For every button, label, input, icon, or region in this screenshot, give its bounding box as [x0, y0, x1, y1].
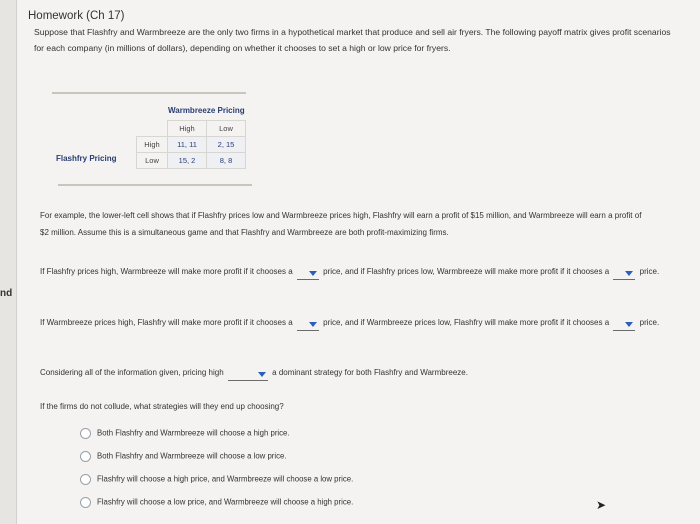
option-label: Both Flashfry and Warmbreeze will choose a low price. [97, 451, 287, 461]
option-label: Both Flashfry and Warmbreeze will choose a high price. [97, 428, 290, 438]
intro-paragraph: Suppose that Flashfry and Warmbreeze are the only two firms in a hypothetical market that produce and sell air fryers. The following payoff matrix gives profit scenarios for each company (in millions of dollars), depending on whether it chooses to set a high or low price for fryers. [34, 27, 671, 53]
chevron-down-icon [625, 271, 633, 276]
mouse-cursor-icon: ➤ [596, 498, 607, 512]
q3-dropdown[interactable] [228, 370, 268, 381]
q3-text-2: a dominant strategy for both Flashfry and Warmbreeze. [272, 368, 468, 377]
row-label-low: Low [137, 153, 168, 169]
question-4: If the firms do not collude, what strategies will they end up choosing? [40, 402, 284, 411]
chevron-down-icon [258, 372, 266, 377]
q1-text-2: price, and if Flashfry prices low, Warmbreeze will make more profit if it chooses a [323, 267, 610, 276]
radio-button[interactable] [80, 497, 91, 508]
question-3 [40, 364, 660, 381]
payoff-table [136, 120, 246, 169]
q2-dropdown-1[interactable] [297, 320, 319, 331]
q2-text-1: If Warmbreeze prices high, Flashfry will make more profit if it chooses a [40, 318, 293, 327]
table-row [137, 153, 246, 169]
radio-button[interactable] [80, 451, 91, 462]
cell-high-low: 2, 15 [207, 137, 246, 153]
col-label-low: Low [207, 121, 246, 137]
payoff-matrix [56, 100, 260, 190]
q1-text-1: If Flashfry prices high, Warmbreeze will make more profit if it chooses a [40, 267, 293, 276]
option-label: Flashfry will choose a high price, and Warmbreeze will choose a low price. [97, 474, 354, 484]
cell-low-high: 15, 2 [168, 153, 207, 169]
page-title: Homework (Ch 17) [28, 10, 125, 22]
q2-dropdown-2[interactable] [613, 320, 635, 331]
table-row [137, 121, 246, 137]
q1-dropdown-1[interactable] [297, 269, 319, 280]
q2-text-3: price. [639, 318, 660, 327]
option-1[interactable] [80, 428, 290, 439]
radio-button[interactable] [80, 428, 91, 439]
question-2 [40, 314, 660, 331]
q2-text-2: price, and if Warmbreeze prices low, Flashfry will make more profit if it chooses a [323, 318, 610, 327]
matrix-bottom-rule [58, 184, 252, 186]
row-label-high: High [137, 137, 168, 153]
col-label-high: High [168, 121, 207, 137]
option-label: Flashfry will choose a low price, and Warmbreeze will choose a high price. [97, 497, 354, 507]
q1-text-3: price. [639, 267, 660, 276]
column-heading: Warmbreeze Pricing [168, 106, 245, 115]
matrix-top-rule [52, 92, 246, 94]
corner-cell [137, 121, 168, 137]
cell-low-low: 8, 8 [207, 153, 246, 169]
cell-high-high: 11, 11 [168, 137, 207, 153]
option-2[interactable] [80, 451, 287, 462]
edge-text: nd [0, 288, 13, 299]
example-paragraph: For example, the lower-left cell shows that if Flashfry prices low and Warmbreeze prices high, Flashfry will earn a profit of $15 million, and Warmbreeze will earn a profit of $2 million. Assume this is a simultaneous game and that Flashfry and Warmbreeze are both profit-maximizing firms. [40, 211, 642, 237]
chevron-down-icon [625, 322, 633, 327]
left-window-edge [0, 0, 17, 524]
option-3[interactable] [80, 474, 353, 485]
question-1 [40, 263, 660, 280]
option-4[interactable] [80, 497, 353, 508]
row-heading: Flashfry Pricing [56, 154, 117, 163]
chevron-down-icon [309, 271, 317, 276]
q1-dropdown-2[interactable] [613, 269, 635, 280]
table-row [137, 137, 246, 153]
radio-button[interactable] [80, 474, 91, 485]
chevron-down-icon [309, 322, 317, 327]
q3-text-1: Considering all of the information given, pricing high [40, 368, 224, 377]
